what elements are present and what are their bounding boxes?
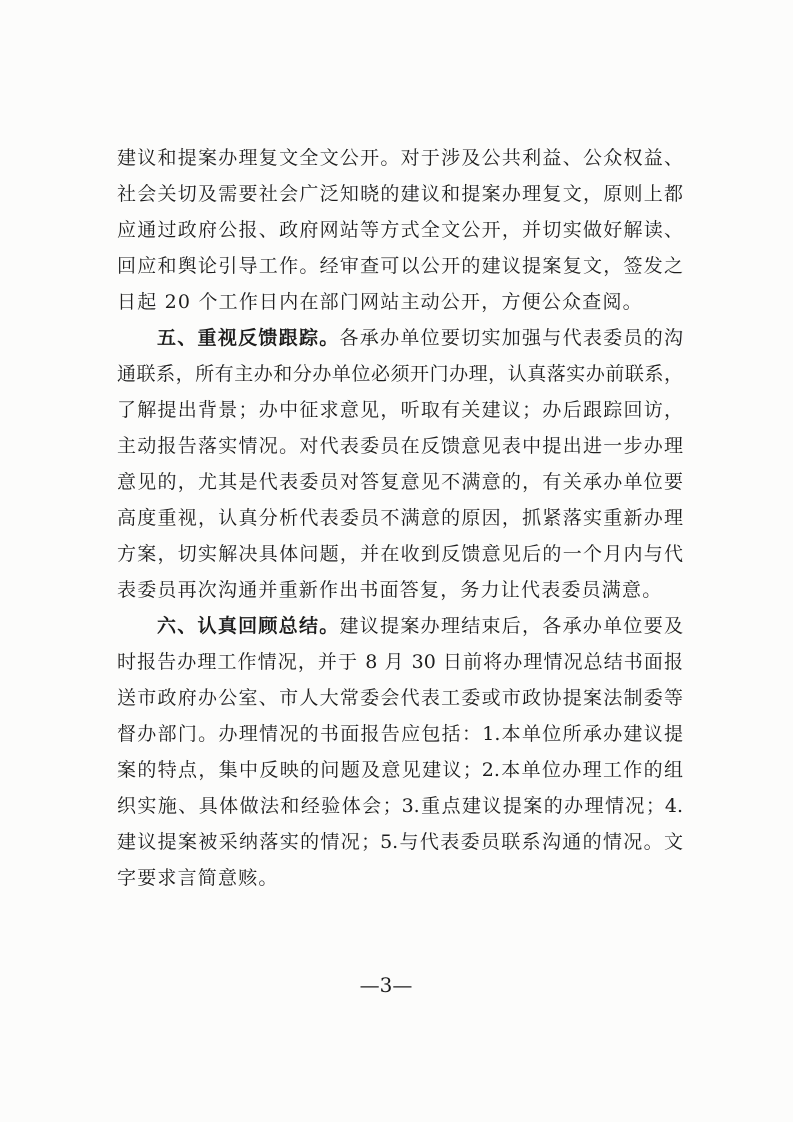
text-line: 方案，切实解决具体问题，并在收到反馈意见后的一个月内与代 [117,543,683,565]
page-number: —3— [359,973,413,997]
text-line: 表委员再次沟通并重新作出书面答复，务力让代表委员满意。 [117,579,663,601]
text-line: 社会关切及需要社会广泛知晓的建议和提案办理复文，原则上都 [117,183,683,205]
text-line: 时报告办理工作情况，并于 8 月 30 日前将办理情况总结书面报 [117,651,683,673]
body-text [117,140,683,896]
text-line: 督办部门。办理情况的书面报告应包括：1.本单位所承办建议提 [117,723,683,745]
text-line: 通联系，所有主办和分办单位必须开门办理，认真落实办前联系， [117,363,683,385]
text-line: 案的特点，集中反映的问题及意见建议；2.本单位办理工作的组 [117,759,683,781]
text-run: 建议提案办理结束后，各承办单位要及 [339,615,683,637]
text-line [117,320,683,356]
text-line: 高度重视，认真分析代表委员不满意的原因，抓紧落实重新办理 [117,507,683,529]
text-line: 日起 20 个工作日内在部门网站主动公开，方便公众查阅。 [117,291,643,313]
section-heading-summary: 六、认真回顾总结。 [157,615,340,637]
text-line [117,608,683,644]
text-line: 字要求言简意赅。 [117,867,279,889]
text-line: 建议和提案办理复文全文公开。对于涉及公共利益、公众权益、 [117,147,683,169]
text-line: 建议提案被采纳落实的情况；5.与代表委员联系沟通的情况。文 [117,831,683,853]
text-line: 送市政府办公室、市人大常委会代表工委或市政协提案法制委等 [117,687,683,709]
text-line: 主动报告落实情况。对代表委员在反馈意见表中提出进一步办理 [117,435,683,457]
section-heading-feedback: 五、重视反馈跟踪。 [157,327,340,349]
paragraph-reply-disclosure [117,140,683,320]
text-line: 应通过政府公报、政府网站等方式全文公开，并切实做好解读、 [117,219,683,241]
text-run: 各承办单位要切实加强与代表委员的沟 [339,327,683,349]
text-line: 回应和舆论引导工作。经审查可以公开的建议提案复文，签发之 [117,255,683,277]
text-line: 意见的，尤其是代表委员对答复意见不满意的，有关承办单位要 [117,471,683,493]
text-line: 织实施、具体做法和经验体会；3.重点建议提案的办理情况；4. [117,795,683,817]
paragraph-feedback-tracking [117,320,683,608]
paragraph-review-summary [117,608,683,896]
text-line: 了解提出背景；办中征求意见，听取有关建议；办后跟踪回访， [117,399,683,421]
